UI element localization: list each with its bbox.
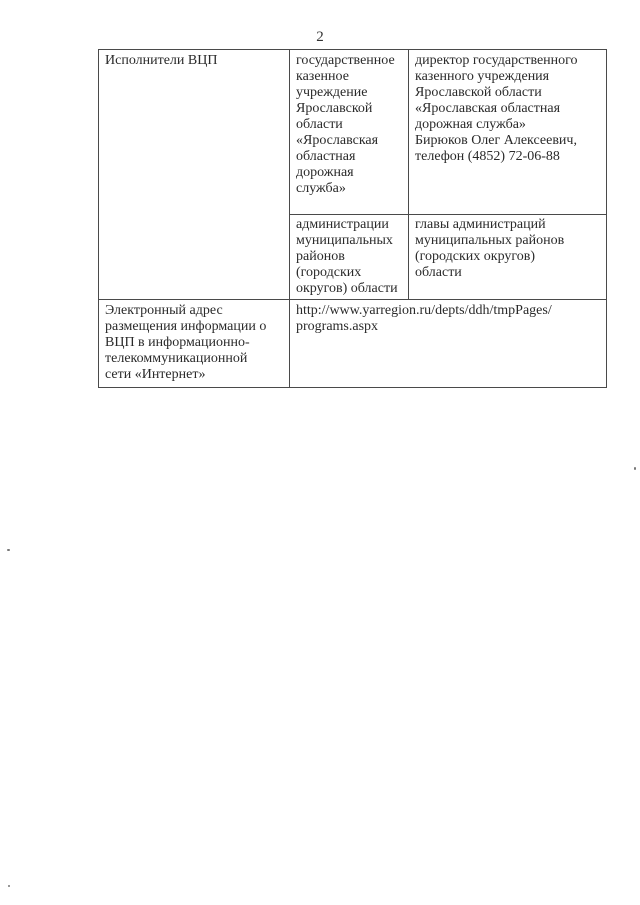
web-address-link[interactable]: http://www.yarregion.ru/depts/ddh/tmpPages/ programs.aspx [290, 300, 607, 388]
program-info-table [98, 49, 607, 388]
executor-organization-cell: администрации муниципальных районов (городских округов) области [290, 215, 409, 300]
web-address-label-cell: Электронный адрес размещения информации о ВЦП в информационно- телекоммуникационной сети «Интернет» [99, 300, 290, 388]
scan-speck [634, 467, 636, 470]
scan-speck [8, 885, 10, 887]
executors-label-cell: Исполнители ВЦП [99, 50, 290, 300]
scan-speck [7, 549, 10, 551]
page-number: 2 [316, 29, 324, 45]
executor-organization-cell: государственное казенное учреждение Ярославской области «Ярославская областная дорожная служба» [290, 50, 409, 215]
executor-head-cell: главы администраций муниципальных районов (городских округов) области [409, 215, 607, 300]
table-row [99, 50, 607, 215]
table-row [99, 300, 607, 388]
executor-head-cell: директор государственного казенного учреждения Ярославской области «Ярославская областная дорожная служба» Бирюков Олег Алексеевич, телефон (4852) 72-06-88 [409, 50, 607, 215]
